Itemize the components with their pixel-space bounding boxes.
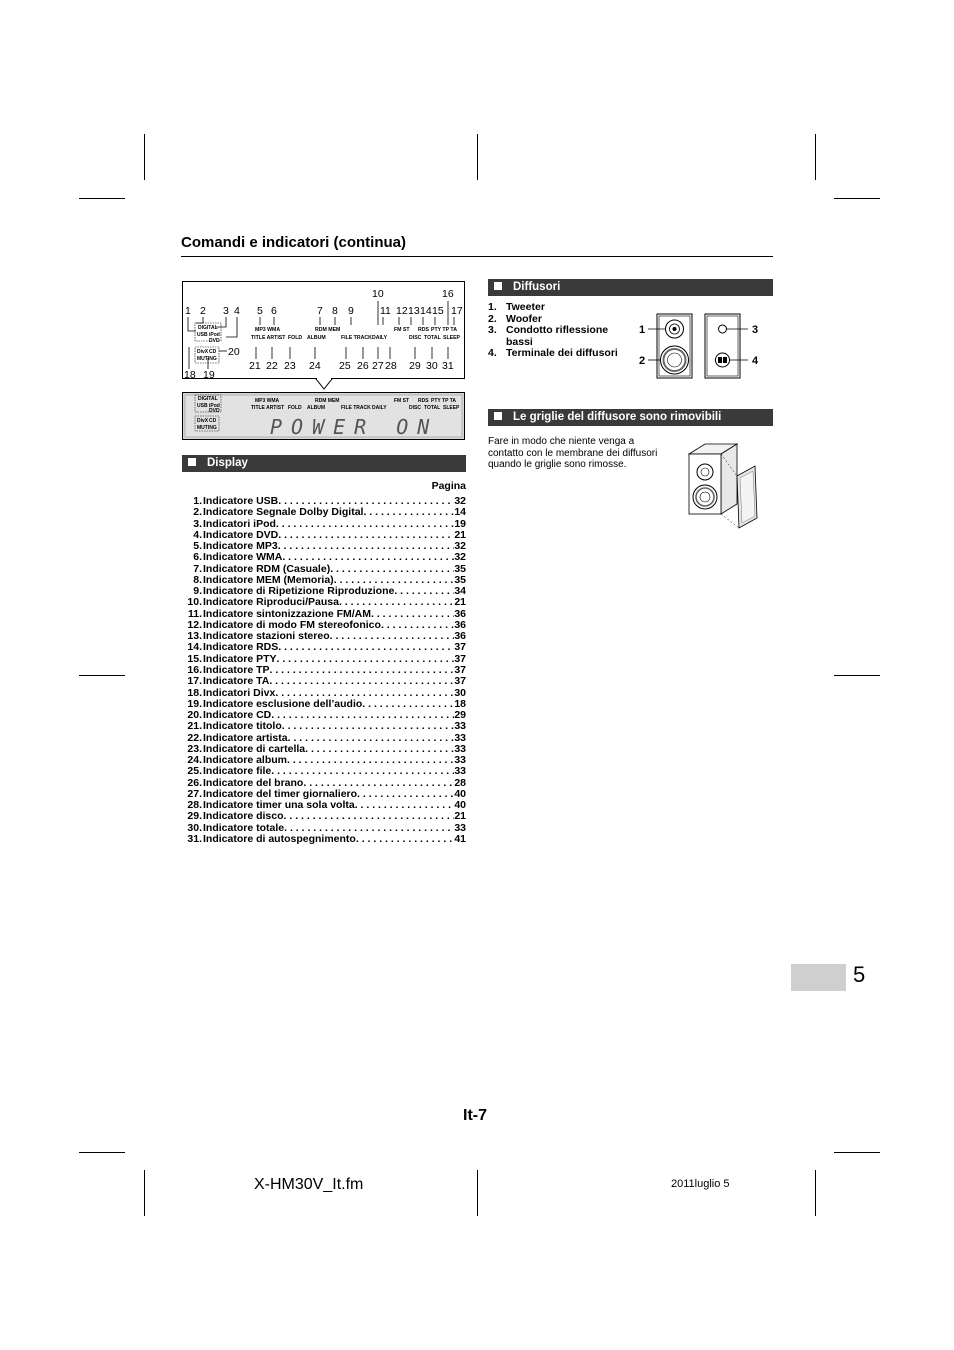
item-page: 40 xyxy=(454,787,466,800)
callout-26: 26 xyxy=(357,360,369,372)
item-page: 21 xyxy=(454,596,466,609)
item-page: 28 xyxy=(454,776,466,789)
list-item xyxy=(180,552,466,563)
item-label: Indicatore timer una sola volta xyxy=(203,799,355,812)
grilles-description: Fare in modo che niente venga a contatto con le membrane dei diffusori quando le griglie sono rimosse. xyxy=(488,436,658,470)
lcd-filetrack: FILE TRACK xyxy=(341,335,372,341)
callout-3: 3 xyxy=(223,305,229,317)
callout-30: 30 xyxy=(426,360,438,372)
dot-leader xyxy=(305,744,454,755)
item-page: 30 xyxy=(454,686,466,699)
crop-mark xyxy=(79,675,125,676)
item-page: 36 xyxy=(454,618,466,631)
lcd-mp3wma: MP3 WMA xyxy=(255,327,281,333)
display-diagram xyxy=(182,281,466,441)
lcd-panel-digital: DIGITAL xyxy=(198,396,218,402)
item-number: 17. xyxy=(187,675,202,688)
item-number: 21. xyxy=(187,720,202,733)
item-page: 37 xyxy=(454,641,466,654)
item-number: 15. xyxy=(187,652,202,665)
dot-leader xyxy=(287,755,454,766)
lcd-divx: DivX xyxy=(197,349,209,355)
lcd-panel-dvd: DVD xyxy=(209,408,220,414)
item-label: Indicatore album xyxy=(203,754,288,767)
dot-leader xyxy=(278,642,454,653)
item-label: Indicatore stazioni stereo xyxy=(203,630,330,643)
page-number: 5 xyxy=(853,962,866,987)
item-label: Indicatore MP3 xyxy=(203,540,278,553)
dot-leader xyxy=(356,834,454,845)
item-label: Indicatore DVD xyxy=(203,528,279,541)
lcd-disc: DISC xyxy=(409,335,422,341)
speaker-grille-illustration xyxy=(683,440,765,532)
item-label: Indicatore di autospegnimento xyxy=(203,832,356,845)
item-number: 7. xyxy=(193,562,202,575)
list-item xyxy=(180,766,466,777)
lcd-rdmmem: RDM MEM xyxy=(315,327,341,333)
item-page: 37 xyxy=(454,652,466,665)
item-number: 31. xyxy=(187,832,202,845)
item-page: 36 xyxy=(454,607,466,620)
dot-leader xyxy=(362,699,454,710)
item-page: 33 xyxy=(454,765,466,778)
lcd-cd: CD xyxy=(209,349,217,355)
speakers-section-bar xyxy=(488,279,773,296)
callout-31: 31 xyxy=(442,360,454,372)
item-label: Indicatore RDS xyxy=(203,641,279,654)
item-number: 11. xyxy=(187,607,202,620)
item-label: Indicatore di Ripetizione Riproduzione xyxy=(203,585,395,598)
dot-leader xyxy=(282,552,454,563)
item-label: Indicatore PTY xyxy=(203,652,277,665)
item-page: 33 xyxy=(454,754,466,767)
callout-18: 18 xyxy=(184,369,196,381)
item-number: 1. xyxy=(488,301,497,313)
dot-leader xyxy=(330,631,455,642)
speaker-callout-1: 1 xyxy=(639,324,646,336)
callout-23: 23 xyxy=(284,360,296,372)
crop-mark xyxy=(144,134,145,180)
lcd-panel-muting: MUTING xyxy=(197,425,217,431)
callout-27: 27 xyxy=(372,360,384,372)
callout-21: 21 xyxy=(249,360,261,372)
square-bullet-icon xyxy=(494,282,502,290)
callout-19: 19 xyxy=(203,369,215,381)
item-page: 36 xyxy=(454,630,466,643)
item-number: 13. xyxy=(187,630,202,643)
callout-5: 5 xyxy=(257,305,263,317)
list-item xyxy=(180,597,466,608)
item-number: 19. xyxy=(187,697,202,710)
dot-leader xyxy=(277,654,455,665)
item-number: 29. xyxy=(187,810,202,823)
lcd-panel-album: ALBUM xyxy=(307,405,326,411)
item-number: 6. xyxy=(193,551,202,564)
lcd-usb: USB xyxy=(197,332,208,338)
callout-17: 17 xyxy=(451,305,463,317)
lcd-muting: MUTING xyxy=(197,356,217,362)
dot-leader xyxy=(394,586,454,597)
lcd-dvd: DVD xyxy=(209,338,220,344)
footer-date: 2011luglio 5 xyxy=(671,1178,730,1190)
item-number: 3. xyxy=(193,517,202,530)
speaker-parts-list xyxy=(488,302,628,360)
crop-mark xyxy=(79,198,125,199)
item-label: Indicatore Segnale Dolby Digital xyxy=(203,506,364,519)
grilles-bar-label: Le griglie del diffusore sono rimovibili xyxy=(513,411,722,423)
lcd-panel-rdmmem: RDM MEM xyxy=(315,398,340,404)
lcd-panel-usb: USB xyxy=(197,403,208,409)
dot-leader xyxy=(381,620,454,631)
list-item xyxy=(180,811,466,822)
lcd-ipod: iPod xyxy=(209,332,220,338)
item-label: Terminale dei diffusori xyxy=(506,347,618,359)
crop-mark xyxy=(477,134,478,180)
dot-leader xyxy=(288,733,455,744)
item-page: 33 xyxy=(454,742,466,755)
item-label: Indicatore disco xyxy=(203,810,284,823)
item-number: 16. xyxy=(187,663,202,676)
callout-2: 2 xyxy=(200,305,206,317)
item-number: 14. xyxy=(187,641,202,654)
lcd-panel-fmst: FM ST xyxy=(394,398,409,404)
lcd-panel-daily: DAILY xyxy=(372,405,387,411)
item-number: 24. xyxy=(187,754,202,767)
lcd-digital: DIGITAL xyxy=(198,325,218,331)
lcd-panel-filetrack: FILE TRACK xyxy=(341,405,371,411)
list-item xyxy=(180,721,466,732)
item-page: 40 xyxy=(454,799,466,812)
item-page: 34 xyxy=(454,585,466,598)
lcd-daily: DAILY xyxy=(372,335,388,341)
dot-leader xyxy=(357,789,454,800)
item-page: 21 xyxy=(454,810,466,823)
callout-20: 20 xyxy=(228,346,240,358)
callout-14: 14 xyxy=(420,305,432,317)
item-page: 33 xyxy=(454,720,466,733)
item-label: Indicatori iPod xyxy=(203,517,276,530)
dot-leader xyxy=(269,676,454,687)
dot-leader xyxy=(278,541,455,552)
callout-29: 29 xyxy=(409,360,421,372)
item-number: 3. xyxy=(488,324,497,336)
page-code: It-7 xyxy=(463,1107,487,1124)
display-bar-label: Display xyxy=(207,457,248,469)
speakers-bar-label: Diffusori xyxy=(513,281,561,293)
dot-leader xyxy=(371,609,454,620)
callout-10: 10 xyxy=(372,288,384,300)
item-page: 33 xyxy=(454,821,466,834)
item-label: Indicatore sintonizzazione FM/AM xyxy=(203,607,372,620)
lcd-panel-ptytpta: PTY TP TA xyxy=(431,398,457,404)
lcd-ptytpta: PTY TP TA xyxy=(431,327,457,333)
dot-leader xyxy=(339,597,454,608)
lcd-fmst: FM ST xyxy=(394,327,410,333)
list-item xyxy=(488,348,628,360)
item-label: Indicatore CD xyxy=(203,709,272,722)
speaker-diagram xyxy=(636,312,766,382)
item-label: Indicatore WMA xyxy=(203,551,283,564)
lcd-fold: FOLD xyxy=(288,335,303,341)
crop-mark xyxy=(815,134,816,180)
speaker-callout-2: 2 xyxy=(639,355,646,367)
item-label: Indicatore MEM (Memoria) xyxy=(203,573,334,586)
speaker-callout-4: 4 xyxy=(752,355,759,367)
item-page: 21 xyxy=(454,528,466,541)
title-rule xyxy=(181,256,773,257)
dot-leader xyxy=(271,766,454,777)
item-page: 33 xyxy=(454,731,466,744)
item-label: Indicatore Riproduci/Pausa xyxy=(203,596,339,609)
callout-22: 22 xyxy=(266,360,278,372)
item-number: 5. xyxy=(193,540,202,553)
lcd-titleartist: TITLE ARTIST xyxy=(251,335,286,341)
callout-15: 15 xyxy=(432,305,444,317)
callout-1: 1 xyxy=(185,305,191,317)
item-page: 37 xyxy=(454,663,466,676)
item-label: Indicatore di modo FM stereofonico xyxy=(203,618,381,631)
item-page: 32 xyxy=(454,540,466,553)
lcd-total: TOTAL xyxy=(424,335,441,341)
item-label: Indicatore totale xyxy=(203,821,285,834)
item-label: Condotto riflessione bassi xyxy=(506,324,609,348)
item-page: 19 xyxy=(454,517,466,530)
lcd-panel-total: TOTAL xyxy=(424,405,441,411)
crop-mark xyxy=(477,1170,478,1216)
lcd-sleep: SLEEP xyxy=(443,335,461,341)
item-label: Indicatore di cartella xyxy=(203,742,306,755)
callout-6: 6 xyxy=(271,305,277,317)
item-number: 18. xyxy=(187,686,202,699)
crop-mark xyxy=(144,1170,145,1216)
item-label: Tweeter xyxy=(506,301,545,313)
callout-25: 25 xyxy=(339,360,351,372)
lcd-panel-ipod: iPod xyxy=(209,403,220,409)
lcd-panel-titleartist: TITLE ARTIST xyxy=(251,405,285,411)
item-number: 30. xyxy=(187,821,202,834)
item-number: 26. xyxy=(187,776,202,789)
crop-mark xyxy=(834,675,880,676)
item-page: 32 xyxy=(454,495,466,507)
item-label: Indicatore artista xyxy=(203,731,288,744)
item-page: 35 xyxy=(454,573,466,586)
callout-16: 16 xyxy=(442,288,454,300)
dot-leader xyxy=(355,800,455,811)
item-number: 8. xyxy=(193,573,202,586)
footer-filename: X-HM30V_It.fm xyxy=(254,1176,364,1193)
callout-24: 24 xyxy=(309,360,321,372)
item-number: 2. xyxy=(488,312,497,325)
grilles-section-bar xyxy=(488,409,773,426)
list-item xyxy=(180,676,466,687)
square-bullet-icon xyxy=(494,412,502,420)
callout-9: 9 xyxy=(348,305,354,317)
item-label: Indicatore TP xyxy=(203,663,270,676)
square-bullet-icon xyxy=(188,458,196,466)
callout-12: 12 xyxy=(396,305,408,317)
crop-mark xyxy=(834,1152,880,1153)
item-label: Indicatore del timer giornaliero xyxy=(203,787,358,800)
list-item xyxy=(180,834,466,845)
lcd-panel-disc: DISC xyxy=(409,405,421,411)
crop-mark xyxy=(834,198,880,199)
page-tab xyxy=(791,964,846,991)
item-label: Indicatore USB xyxy=(203,495,279,507)
item-label: Indicatore RDM (Casuale) xyxy=(203,562,331,575)
dot-leader xyxy=(363,507,454,518)
item-number: 2. xyxy=(193,506,202,519)
lcd-panel-cd: CD xyxy=(209,418,217,424)
callout-13: 13 xyxy=(408,305,420,317)
item-label: Indicatori Divx xyxy=(203,686,276,699)
lcd-album: ALBUM xyxy=(307,335,326,341)
display-section-bar xyxy=(182,455,466,472)
item-page: 41 xyxy=(454,832,466,845)
item-number: 4. xyxy=(488,347,497,359)
list-item xyxy=(488,302,628,314)
list-item xyxy=(180,507,466,518)
item-number: 22. xyxy=(187,731,202,744)
dot-leader xyxy=(278,530,454,541)
lcd-panel-mp3wma: MP3 WMA xyxy=(255,398,280,404)
item-label: Woofer xyxy=(506,312,542,325)
crop-mark xyxy=(815,1170,816,1216)
item-page: 32 xyxy=(454,551,466,564)
section-title: Comandi e indicatori (continua) xyxy=(181,234,407,251)
item-number: 23. xyxy=(187,742,202,755)
lcd-panel-sleep: SLEEP xyxy=(443,405,460,411)
page-column-header: Pagina xyxy=(431,480,466,492)
dot-leader xyxy=(271,710,454,721)
callout-28: 28 xyxy=(385,360,397,372)
callout-11: 11 xyxy=(380,305,391,317)
lcd-panel-divx: DivX xyxy=(197,418,209,424)
dot-leader xyxy=(330,564,454,575)
item-label: Indicatore file xyxy=(203,765,272,778)
item-number: 9. xyxy=(193,585,202,598)
dot-leader xyxy=(270,665,455,676)
item-page: 35 xyxy=(454,562,466,575)
item-page: 37 xyxy=(454,675,466,688)
item-label: Indicatore TA xyxy=(203,675,270,688)
item-number: 4. xyxy=(193,528,202,541)
dot-leader xyxy=(276,519,454,530)
item-page: 18 xyxy=(454,697,466,710)
item-label: Indicatore del brano xyxy=(203,776,304,789)
lcd-panel-rds: RDS xyxy=(418,398,429,404)
item-number: 25. xyxy=(187,765,202,778)
speaker-callout-3: 3 xyxy=(752,324,759,336)
callout-8: 8 xyxy=(332,305,338,317)
item-number: 10. xyxy=(187,596,202,609)
lcd-power-on-text: POWER ON xyxy=(270,415,439,439)
indicator-list xyxy=(180,480,466,845)
lcd-rds: RDS xyxy=(418,327,429,333)
item-number: 20. xyxy=(187,709,202,722)
crop-mark xyxy=(79,1152,125,1153)
item-page: 29 xyxy=(454,709,466,722)
item-number: 28. xyxy=(187,799,202,812)
dot-leader xyxy=(282,721,455,732)
item-label: Indicatore titolo xyxy=(203,720,282,733)
item-number: 27. xyxy=(187,787,202,800)
dot-leader xyxy=(284,811,455,822)
item-number: 12. xyxy=(187,618,202,631)
item-label: Indicatore esclusione dell’audio xyxy=(203,697,363,710)
callout-4: 4 xyxy=(234,305,240,317)
item-number: 1. xyxy=(193,495,202,507)
callout-7: 7 xyxy=(317,305,323,317)
lcd-panel-fold: FOLD xyxy=(288,405,302,411)
list-item xyxy=(488,325,628,348)
item-page: 14 xyxy=(454,506,466,519)
